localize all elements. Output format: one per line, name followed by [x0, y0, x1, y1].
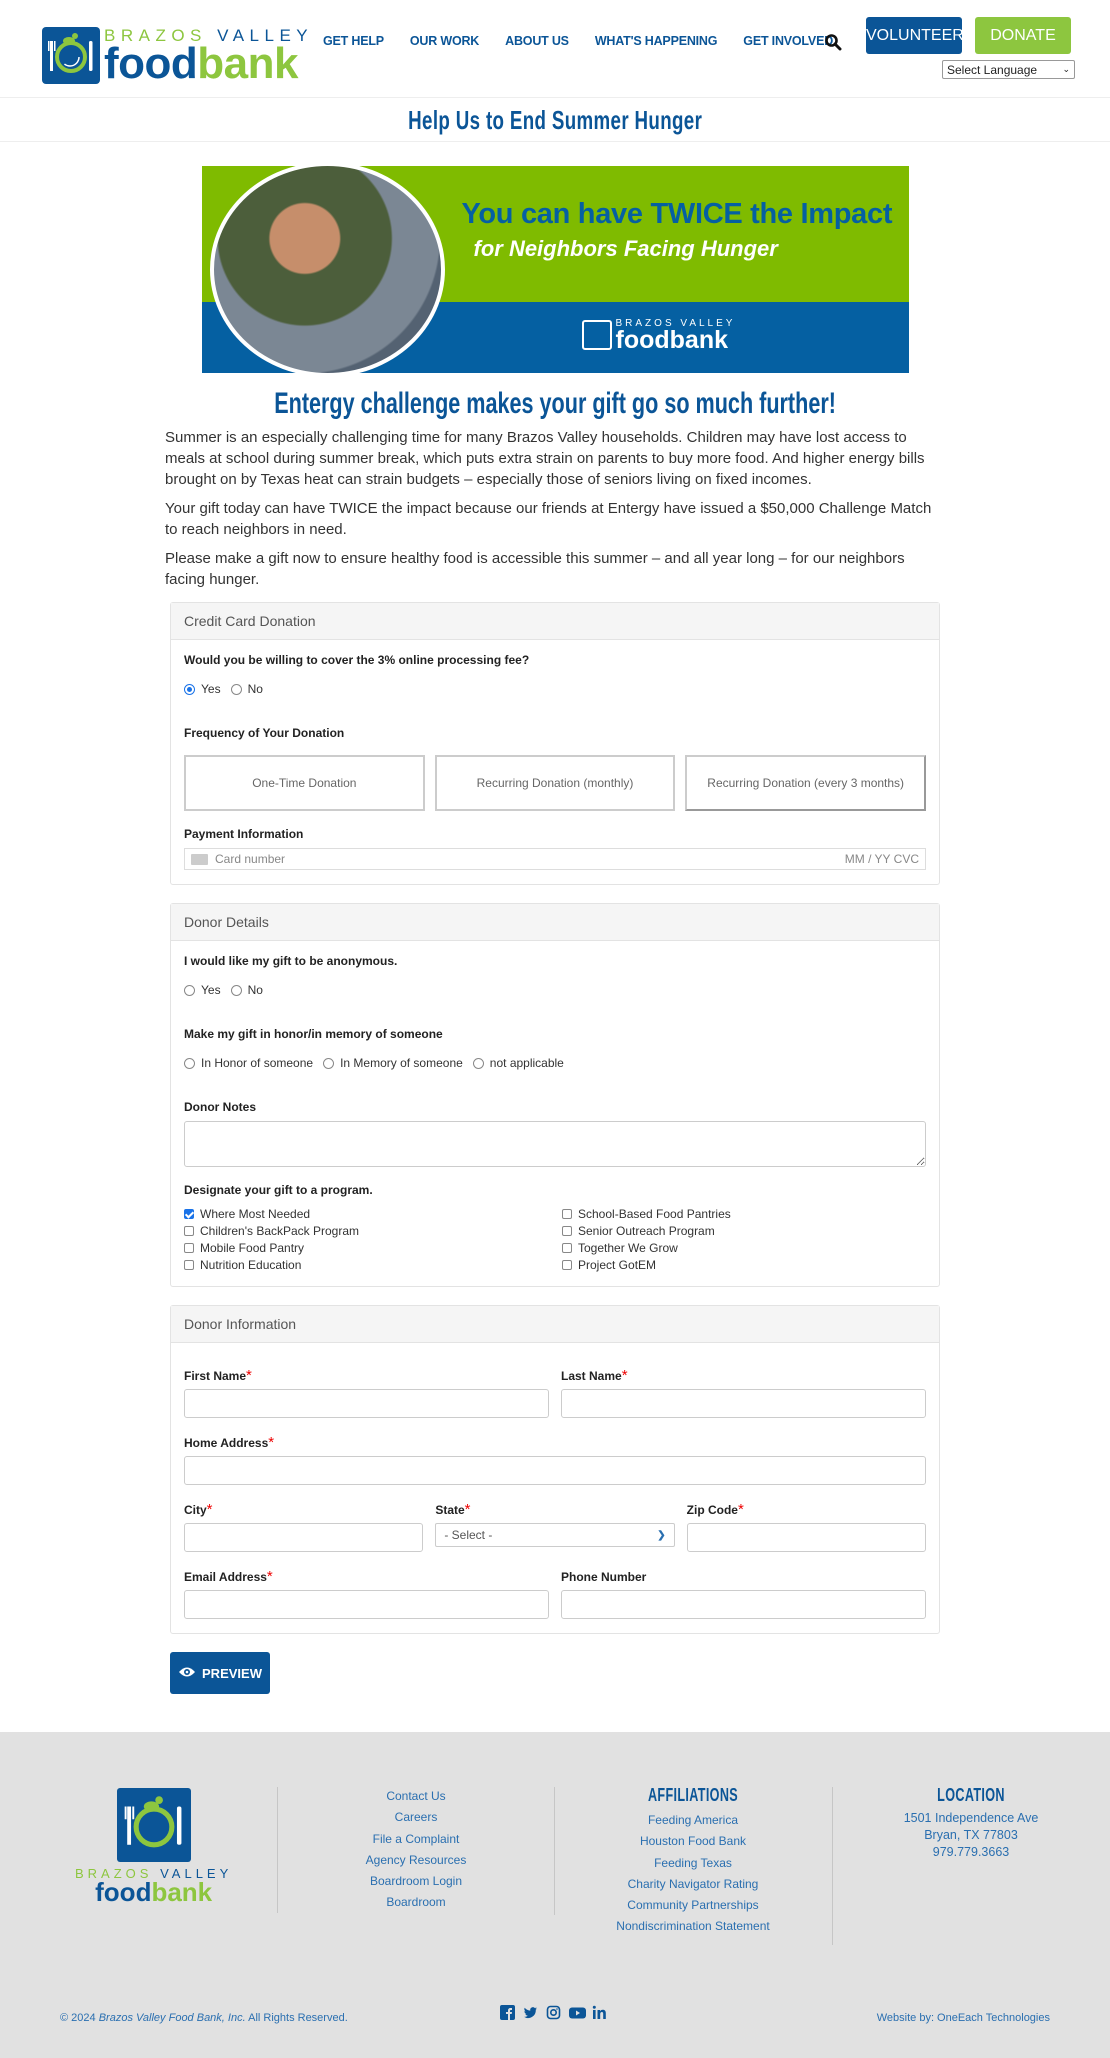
nav-get-involved[interactable]: GET INVOLVED	[743, 34, 834, 48]
email-input[interactable]	[184, 1590, 549, 1619]
required-mark: *	[464, 1501, 471, 1518]
zip-label: Zip Code	[686, 1503, 738, 1517]
anonymous-no-label: No	[247, 983, 263, 997]
nav-about-us[interactable]: ABOUT US	[505, 34, 569, 48]
banner-subheadline: for Neighbors Facing Hunger	[473, 236, 778, 261]
phone-number[interactable]: 979.779.3663	[932, 1845, 1010, 1859]
phone-input[interactable]	[561, 1590, 926, 1619]
checkbox[interactable]	[562, 1226, 572, 1236]
footer-link-agency[interactable]: Agency Resources	[365, 1852, 467, 1867]
phone-label: Phone Number	[561, 1570, 647, 1584]
last-name-label: Last Name	[561, 1369, 622, 1383]
state-select-value: - Select -	[444, 1528, 493, 1542]
payment-label: Payment Information	[184, 827, 304, 841]
program-school-pantries[interactable]: School-Based Food Pantries	[562, 1207, 926, 1221]
address-line: Bryan, TX 77803	[924, 1828, 1018, 1842]
program-together-we-grow[interactable]: Together We Grow	[562, 1241, 926, 1255]
frequency-label: Frequency of Your Donation	[184, 726, 345, 740]
panel-title: Credit Card Donation	[171, 603, 939, 640]
footer-link-boardroom[interactable]: Boardroom	[386, 1895, 446, 1910]
checkbox-checked[interactable]	[184, 1209, 194, 1219]
logo-text-brazos: BRAZOS	[104, 26, 207, 45]
search-icon[interactable]	[824, 33, 842, 51]
facebook-icon[interactable]	[500, 2005, 515, 2020]
anonymous-no-radio[interactable]	[231, 985, 242, 996]
banner-headline: You can have TWICE the Impact	[461, 198, 893, 230]
anonymous-yes-radio[interactable]	[184, 985, 195, 996]
logo-mark-icon	[117, 1788, 191, 1862]
anonymous-question: I would like my gift to be anonymous.	[184, 954, 398, 968]
footer-affiliations	[593, 1785, 793, 1938]
donor-details-panel	[170, 903, 940, 1287]
fee-yes-radio[interactable]	[184, 684, 195, 695]
site-footer	[0, 1732, 1110, 2058]
in-memory-radio[interactable]	[323, 1058, 334, 1069]
card-number-input[interactable]	[184, 848, 926, 870]
banner-logo-icon	[582, 320, 612, 350]
home-address-label: Home Address	[184, 1436, 269, 1450]
footer-link-contact[interactable]: Contact Us	[386, 1789, 446, 1803]
monthly-donation-button[interactable]: Recurring Donation (monthly)	[435, 755, 676, 811]
banner-logo	[582, 318, 736, 354]
intro-paragraph: Your gift today can have TWICE the impact because our friends at Entergy have issued a $50,000 Challenge Match to reach neighbors in need.	[165, 500, 932, 538]
main-nav	[323, 34, 859, 48]
site-credit[interactable]: Website by: OneEach Technologies	[876, 2012, 1050, 2024]
donor-information-panel	[170, 1305, 940, 1634]
required-mark: *	[268, 1434, 275, 1451]
social-links	[500, 2005, 607, 2020]
required-mark: *	[206, 1501, 213, 1518]
first-name-input[interactable]	[184, 1389, 549, 1418]
intro-paragraph: Summer is an especially challenging time for many Brazos Valley households. Children may have lost access to meals at school during summer break, which puts extra strain on parents to buy more food. And higher energy bills brought on by Texas heat can strain budgets – especially those of seniors living on fixed incomes.	[165, 429, 925, 488]
required-mark: *	[621, 1367, 628, 1384]
logo-text-valley: VALLEY	[217, 26, 314, 45]
linkedin-icon[interactable]	[592, 2005, 607, 2020]
fee-no-label: No	[247, 682, 263, 696]
expiry-cvc-placeholder: MM / YY CVC	[844, 852, 919, 866]
fee-yes-label: Yes	[201, 682, 221, 696]
anonymous-yes-label: Yes	[201, 983, 221, 997]
affiliation-link[interactable]: Houston Food Bank	[639, 1834, 747, 1849]
card-placeholder: Card number	[215, 852, 286, 866]
checkbox[interactable]	[562, 1209, 572, 1219]
volunteer-button[interactable]: VOLUNTEER	[866, 17, 962, 54]
banner-logo-bottom: foodbank	[615, 326, 728, 354]
not-applicable-label: not applicable	[489, 1056, 564, 1070]
footer-logo[interactable]: BRAZOS VALLEY foodbank	[75, 1788, 232, 1903]
required-mark: *	[737, 1501, 744, 1518]
nav-whats-happening[interactable]: WHAT'S HAPPENING	[594, 34, 718, 48]
instagram-icon[interactable]	[546, 2005, 561, 2020]
program-label: Designate your gift to a program.	[184, 1183, 373, 1197]
youtube-icon[interactable]	[569, 2005, 584, 2020]
program-nutrition-education[interactable]: Nutrition Education	[184, 1258, 562, 1272]
not-applicable-radio[interactable]	[473, 1058, 484, 1069]
chevron-down-icon: ⌄	[1062, 64, 1070, 74]
in-memory-label: In Memory of someone	[340, 1056, 463, 1070]
checkbox[interactable]	[562, 1260, 572, 1270]
email-label: Email Address	[184, 1570, 267, 1584]
donor-notes-textarea[interactable]	[184, 1121, 926, 1167]
fee-no-radio[interactable]	[231, 684, 242, 695]
footer-link-careers[interactable]: Careers	[394, 1810, 438, 1825]
city-input[interactable]	[184, 1523, 423, 1552]
affiliation-link[interactable]: Charity Navigator Rating	[627, 1876, 759, 1891]
page-title: Help Us to End Summer Hunger	[407, 105, 703, 135]
footer-links	[316, 1786, 516, 1914]
banner-logo-top: BRAZOS VALLEY	[615, 318, 736, 329]
checkbox[interactable]	[184, 1260, 194, 1270]
required-mark: *	[246, 1367, 252, 1384]
in-honor-label: In Honor of someone	[201, 1056, 314, 1070]
footer-location	[871, 1785, 1071, 1861]
zip-input[interactable]	[687, 1523, 926, 1552]
city-label: City	[184, 1503, 207, 1517]
one-time-donation-button[interactable]: One-Time Donation	[184, 755, 425, 811]
nav-our-work[interactable]: OUR WORK	[409, 34, 480, 48]
program-mobile-pantry[interactable]: Mobile Food Pantry	[184, 1241, 562, 1255]
copyright: © 2024 Brazos Valley Food Bank, Inc. All Rights Reserved.	[60, 2012, 348, 2024]
checkbox[interactable]	[184, 1243, 194, 1253]
panel-title: Donor Details	[171, 904, 939, 941]
footer-divider	[277, 1787, 278, 1913]
address-line: 1501 Independence Ave	[903, 1811, 1039, 1825]
program-backpack[interactable]: Children's BackPack Program	[184, 1224, 562, 1238]
language-select-value: Select Language	[947, 62, 1038, 77]
campaign-banner	[202, 166, 909, 373]
preview-button[interactable]	[170, 1652, 270, 1694]
logo-mark-icon	[42, 27, 100, 84]
program-checklist	[184, 1207, 926, 1272]
child-photo	[210, 166, 445, 373]
affiliation-link[interactable]: Nondiscrimination Statement	[616, 1919, 770, 1934]
footer-link-complaint[interactable]: File a Complaint	[372, 1831, 460, 1846]
home-address-input[interactable]	[184, 1456, 926, 1485]
first-name-label: First Name	[184, 1369, 247, 1383]
intro-paragraph: Please make a gift now to ensure healthy food is accessible this summer – and all year long – for our neighbors facing hunger.	[165, 550, 905, 588]
nav-get-help[interactable]: GET HELP	[323, 34, 384, 48]
program-where-most-needed[interactable]: Where Most Needed	[184, 1207, 562, 1221]
affiliations-heading: AFFILIATIONS	[647, 1785, 739, 1805]
affiliation-link[interactable]: Community Partnerships	[627, 1898, 759, 1913]
program-senior-outreach[interactable]: Senior Outreach Program	[562, 1224, 926, 1238]
intro-heading: Entergy challenge makes your gift go so much further!	[274, 387, 836, 420]
site-logo[interactable]	[42, 26, 314, 88]
state-label: State	[435, 1503, 465, 1517]
footer-divider	[554, 1787, 555, 1915]
checkbox[interactable]	[562, 1243, 572, 1253]
logo-text-bank: bank	[197, 39, 298, 88]
checkbox[interactable]	[184, 1226, 194, 1236]
affiliation-link[interactable]: Feeding America	[647, 1813, 739, 1827]
notes-label: Donor Notes	[184, 1100, 256, 1114]
donate-button[interactable]: DONATE	[975, 17, 1071, 54]
state-select[interactable]	[435, 1523, 674, 1547]
twitter-icon[interactable]	[523, 2005, 538, 2020]
footer-divider	[832, 1787, 833, 1945]
footer-link-boardroom-login[interactable]: Boardroom Login	[369, 1874, 463, 1889]
chevron-down-icon: ❯	[657, 1529, 666, 1541]
last-name-input[interactable]	[561, 1389, 926, 1418]
preview-label: PREVIEW	[202, 1665, 262, 1681]
eye-icon	[178, 1666, 196, 1681]
credit-card-icon	[191, 854, 208, 865]
title-band	[0, 98, 1110, 142]
tribute-question: Make my gift in honor/in memory of someone	[184, 1027, 443, 1041]
quarterly-donation-button[interactable]: Recurring Donation (every 3 months)	[685, 755, 926, 811]
logo-text-food: food	[104, 39, 198, 88]
required-mark: *	[266, 1568, 273, 1585]
credit-card-panel	[170, 602, 940, 885]
language-select[interactable]	[942, 60, 1075, 79]
program-project-gotem[interactable]: Project GotEM	[562, 1258, 926, 1272]
main-content	[165, 387, 945, 1694]
panel-title: Donor Information	[171, 1306, 939, 1343]
affiliation-link[interactable]: Feeding Texas	[654, 1855, 732, 1870]
site-header	[0, 0, 1110, 98]
in-honor-radio[interactable]	[184, 1058, 195, 1069]
location-heading: LOCATION	[937, 1785, 1005, 1805]
fee-question: Would you be willing to cover the 3% online processing fee?	[184, 653, 530, 667]
